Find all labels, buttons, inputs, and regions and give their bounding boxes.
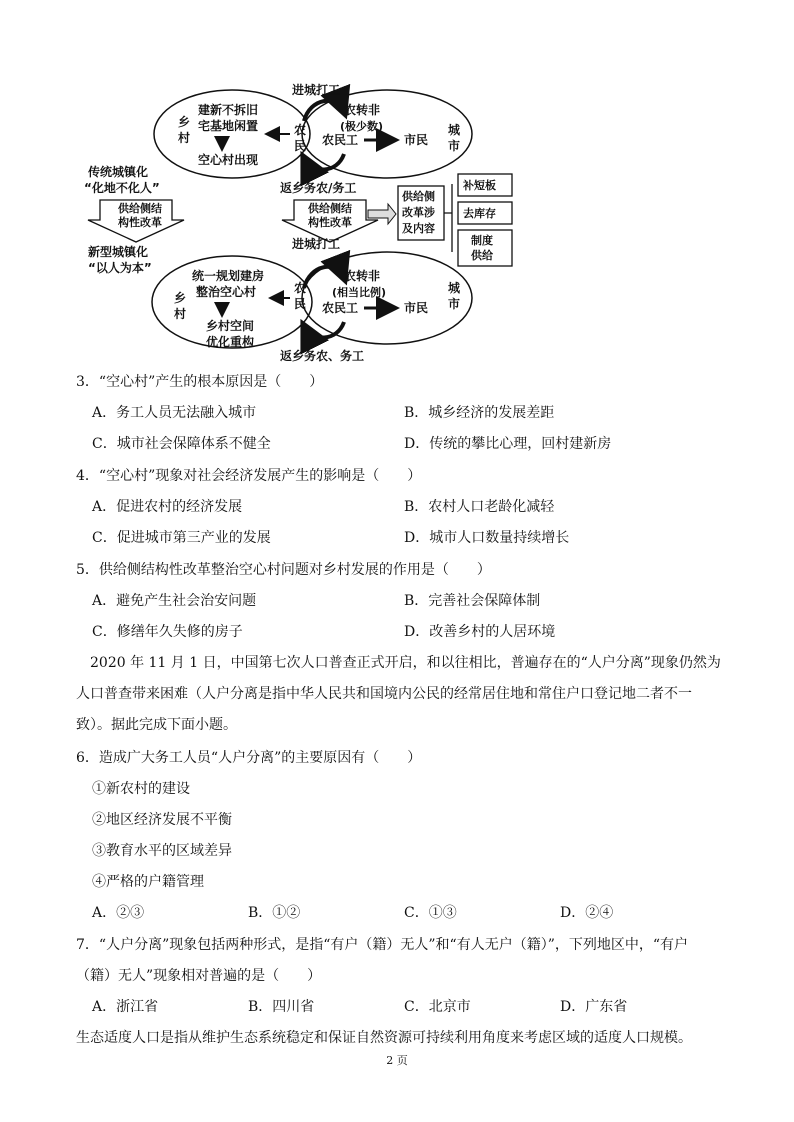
q7-stem-line2: （籍）无人”现象相对普遍的是（ ） [76, 968, 322, 984]
left-reform-1: 供给侧结 [118, 202, 162, 215]
q4-option-d[interactable]: D．城市人口数量持续增长 [404, 530, 570, 546]
urbanization-diagram [82, 76, 522, 366]
top-migrate-label: 进城打工 [292, 83, 341, 97]
mid-item-2: 去库存 [463, 207, 496, 220]
left-new-1: 新型城镇化 [88, 245, 149, 259]
q5-option-d[interactable]: D．改善乡村的人居环境 [404, 624, 556, 640]
q5-option-c[interactable]: C．修缮年久失修的房子 [92, 624, 243, 640]
left-trad-1: 传统城镇化 [88, 165, 149, 179]
q6-item-1: ①新农村的建设 [92, 781, 190, 797]
top-convert-2: (极少数) [340, 120, 384, 133]
q7-option-c[interactable]: C．北京市 [404, 999, 471, 1015]
mid-bracket [444, 184, 452, 252]
top-farmer: 农民 [294, 123, 307, 153]
q6-item-4: ④严格的户籍管理 [92, 874, 204, 890]
passage-census: 2020 年 11 月 1 日，中国第七次人口普查正式开启，和以往相比，普遍存在的“人户分离”现象仍然为人口普查带来困难（人户分离是指中华人民共和国境内公民的经常居住地和常住户口登记地二者不一致）。据此完成下面小题。 [76, 655, 721, 733]
q3-option-d[interactable]: D．传统的攀比心理，回村建新房 [404, 436, 612, 452]
left-new-2: “以人为本” [88, 261, 152, 275]
page-number: 2 页 [386, 1054, 408, 1067]
bottom-migrate-label: 进城打工 [292, 237, 341, 251]
mid-to-content-arrow [368, 204, 396, 224]
q3-option-a[interactable]: A．务工人员无法融入城市 [92, 405, 257, 421]
q7-stem-line1: 7．“人户分离”现象包括两种形式，是指“有户（籍）无人”和“有人无户（籍）”，下列地区中，“有户 [76, 937, 689, 953]
bottom-farmer: 农民 [294, 281, 307, 311]
bottom-optimize-2: 优化重构 [206, 335, 255, 349]
bottom-box-2: 整治空心村 [196, 285, 257, 299]
q6-item-2: ②地区经济发展不平衡 [92, 812, 232, 828]
q4-option-b[interactable]: B．农村人口老龄化减轻 [404, 499, 555, 515]
q4-option-c[interactable]: C．促进城市第三产业的发展 [92, 530, 271, 546]
left-reform-2: 构性改革 [118, 216, 162, 229]
q3-stem: 3．“空心村”产生的根本原因是（ ） [76, 374, 324, 390]
bottom-citizen: 市民 [404, 301, 429, 315]
q5-option-b[interactable]: B．完善社会保障体制 [404, 593, 541, 609]
top-convert-1: 农转非 [344, 103, 381, 117]
q4-stem: 4．“空心村”现象对社会经济发展产生的影响是（ ） [76, 468, 422, 484]
left-trad-2: “化地不化人” [84, 181, 160, 195]
bottom-box-1: 统一规划建房 [192, 269, 265, 283]
q6-option-b[interactable]: B．①② [248, 905, 301, 921]
top-return-label: 返乡务农/务工 [280, 181, 357, 195]
bottom-convert-1: 农转非 [344, 269, 381, 283]
top-hollow: 空心村出现 [198, 153, 259, 167]
q6-option-d[interactable]: D．②④ [560, 905, 614, 921]
bottom-convert-2: (相当比例) [332, 286, 387, 299]
q6-item-3: ③教育水平的区域差异 [92, 843, 232, 859]
q6-option-a[interactable]: A．②③ [92, 905, 145, 921]
top-village-label: 乡村 [178, 115, 191, 145]
q4-option-a[interactable]: A．促进农村的经济发展 [92, 499, 243, 515]
bottom-migrate-arrow [304, 267, 344, 288]
bottom-city: 城市 [448, 281, 461, 311]
mid-content-2: 改革涉 [402, 206, 435, 219]
mid-content-3: 及内容 [402, 222, 435, 235]
bottom-optimize-1: 乡村空间 [206, 319, 255, 333]
q7-option-b[interactable]: B．四川省 [248, 999, 315, 1015]
diagram-svg [82, 76, 522, 366]
mid-content-1: 供给侧 [402, 190, 435, 203]
q6-stem: 6．造成广大务工人员“人户分离”的主要原因有（ ） [76, 750, 422, 766]
bottom-return-label: 返乡务农、务工 [280, 349, 365, 363]
mid-reform-2: 构性改革 [308, 216, 352, 229]
q5-stem: 5．供给侧结构性改革整治空心村问题对乡村发展的作用是（ ） [76, 562, 491, 578]
q7-option-d[interactable]: D．广东省 [560, 999, 628, 1015]
top-return-arrow [304, 154, 344, 170]
bottom-village-label: 乡村 [174, 291, 187, 321]
q6-option-c[interactable]: C．①③ [404, 905, 457, 921]
mid-item-1: 补短板 [463, 179, 496, 192]
q3-option-c[interactable]: C．城市社会保障体系不健全 [92, 436, 271, 452]
q5-option-a[interactable]: A．避免产生社会治安问题 [92, 593, 257, 609]
top-city: 城市 [448, 123, 461, 153]
bottom-migrant: 农民工 [322, 301, 359, 315]
mid-reform-1: 供给侧结 [308, 202, 352, 215]
passage-eco-population: 生态适度人口是指从维护生态系统稳定和保证自然资源可持续利用角度来考虑区域的适度人口规模。 [76, 1030, 692, 1046]
q3-option-b[interactable]: B．城乡经济的发展差距 [404, 405, 555, 421]
top-migrant: 农民工 [322, 133, 359, 147]
top-citizen: 市民 [404, 133, 429, 147]
q7-option-a[interactable]: A．浙江省 [92, 999, 159, 1015]
mid-item-3: 制度供给 [471, 234, 493, 262]
top-box-line1: 建新不拆旧 [198, 103, 259, 117]
top-box-line2: 宅基地闲置 [198, 119, 259, 133]
